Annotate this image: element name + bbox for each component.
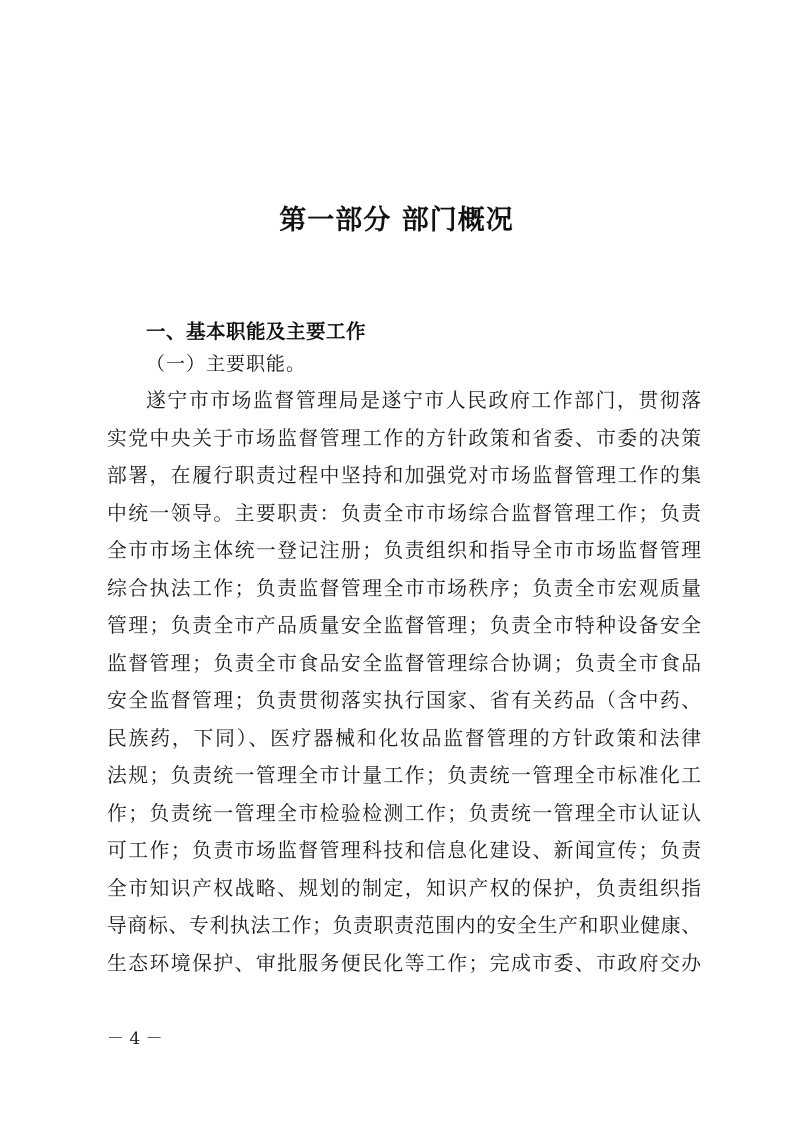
paragraph-line: 中统一领导。主要职责：负责全市市场综合监督管理工作；负责	[107, 501, 701, 525]
section-heading: 一、基本职能及主要工作	[146, 320, 367, 343]
paragraph-line: 民族药，下同）、医疗器械和化妆品监督管理的方针政策和法律	[107, 726, 701, 750]
body-paragraph	[107, 382, 701, 982]
paragraph-line: 实党中央关于市场监督管理工作的方针政策和省委、市委的决策	[107, 426, 701, 450]
page-number: － 4 －	[107, 1029, 163, 1049]
paragraph-line: 作；负责统一管理全市检验检测工作；负责统一管理全市认证认	[107, 801, 701, 825]
paragraph-line: 生态环境保护、审批服务便民化等工作；完成市委、市政府交办	[107, 951, 701, 975]
page-title: 第一部分 部门概况	[279, 205, 514, 236]
paragraph-line: 法规；负责统一管理全市计量工作；负责统一管理全市标准化工	[107, 764, 701, 787]
paragraph-line: 部署，在履行职责过程中坚持和加强党对市场监督管理工作的集	[107, 464, 701, 487]
paragraph-line: 全市知识产权战略、规划的制定，知识产权的保护，负责组织指	[107, 876, 701, 900]
subsection-heading: （一）主要职能。	[146, 353, 307, 375]
paragraph-line: 遂宁市市场监督管理局是遂宁市人民政府工作部门，贯彻落	[146, 389, 701, 412]
paragraph-line: 安全监督管理；负责贯彻落实执行国家、省有关药品（含中药、	[107, 689, 701, 712]
paragraph-line: 全市市场主体统一登记注册；负责组织和指导全市市场监督管理	[107, 539, 701, 562]
paragraph-line: 导商标、专利执法工作；负责职责范围内的安全生产和职业健康、	[107, 914, 701, 937]
paragraph-line: 管理；负责全市产品质量安全监督管理；负责全市特种设备安全	[107, 614, 701, 637]
paragraph-line: 可工作；负责市场监督管理科技和信息化建设、新闻宣传；负责	[107, 839, 701, 862]
paragraph-line: 监督管理；负责全市食品安全监督管理综合协调；负责全市食品	[107, 651, 701, 675]
paragraph-line: 综合执法工作；负责监督管理全市市场秩序；负责全市宏观质量	[107, 576, 701, 600]
